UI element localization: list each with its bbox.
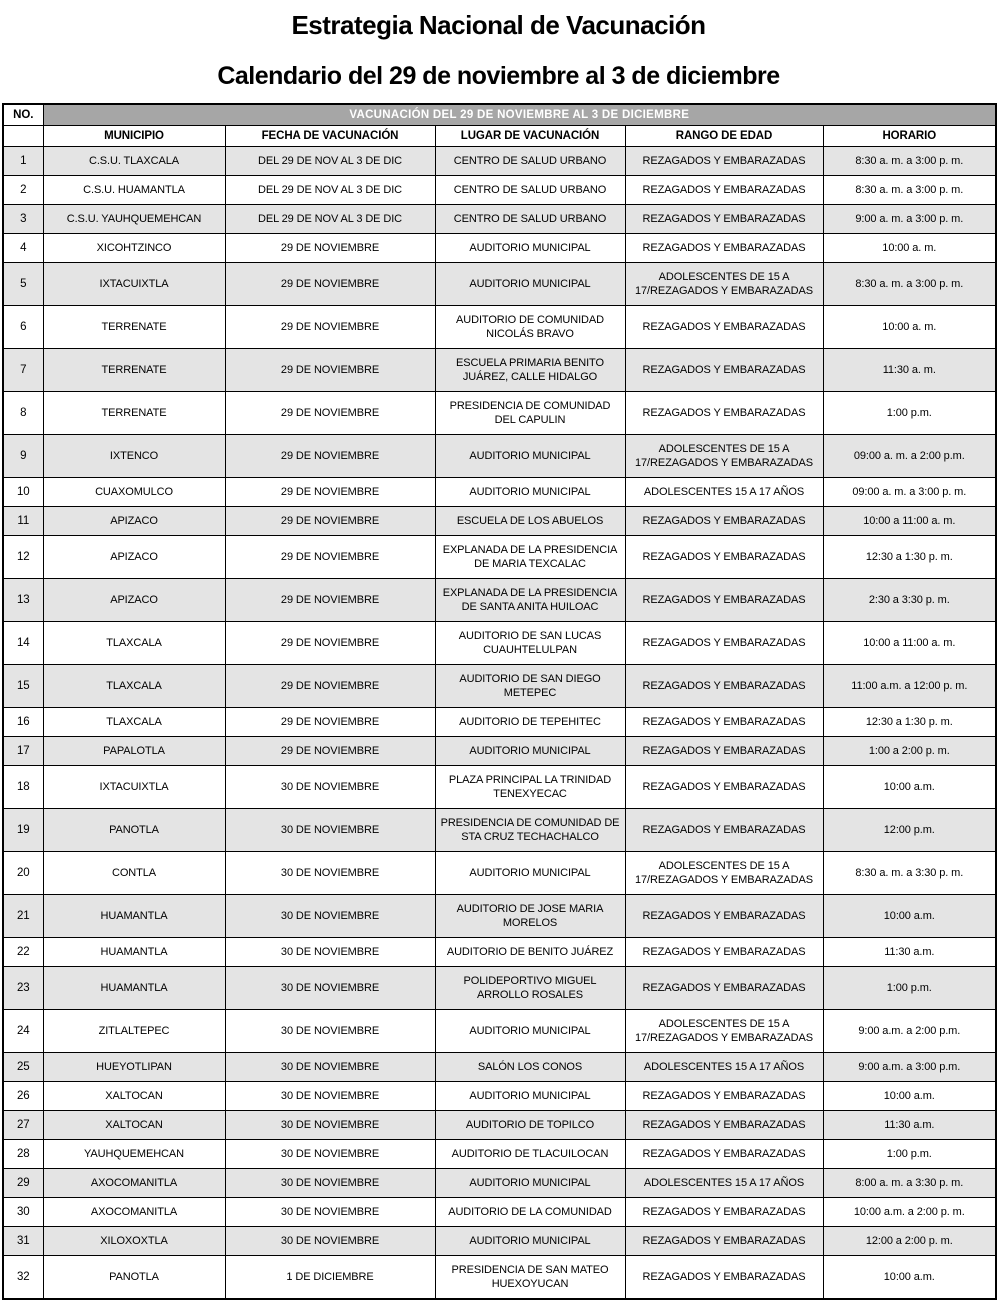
column-header-no: NO. [3, 104, 43, 126]
cell-lugar: AUDITORIO MUNICIPAL [435, 1010, 625, 1053]
cell-fecha: 30 DE NOVIEMBRE [225, 938, 435, 967]
cell-no: 29 [3, 1169, 43, 1198]
cell-rango: REZAGADOS Y EMBARAZADAS [625, 895, 823, 938]
cell-fecha: 29 DE NOVIEMBRE [225, 306, 435, 349]
cell-no: 8 [3, 392, 43, 435]
cell-rango: REZAGADOS Y EMBARAZADAS [625, 205, 823, 234]
cell-no: 9 [3, 435, 43, 478]
cell-lugar: PRESIDENCIA DE COMUNIDAD DE STA CRUZ TECHACHALCO [435, 809, 625, 852]
table-row [3, 1010, 996, 1053]
cell-fecha: 30 DE NOVIEMBRE [225, 1169, 435, 1198]
cell-no: 13 [3, 579, 43, 622]
table-banner: VACUNACIÓN DEL 29 DE NOVIEMBRE AL 3 DE DICIEMBRE [43, 104, 996, 126]
cell-horario: 8:30 a. m. a 3:00 p. m. [823, 147, 996, 176]
cell-rango: REZAGADOS Y EMBARAZADAS [625, 766, 823, 809]
cell-no: 20 [3, 852, 43, 895]
cell-rango: REZAGADOS Y EMBARAZADAS [625, 1256, 823, 1300]
column-header-rango: RANGO DE EDAD [625, 126, 823, 147]
table-row [3, 737, 996, 766]
cell-horario: 12:30 a 1:30 p. m. [823, 536, 996, 579]
cell-lugar: CENTRO DE SALUD URBANO [435, 176, 625, 205]
cell-no: 24 [3, 1010, 43, 1053]
cell-fecha: 30 DE NOVIEMBRE [225, 1140, 435, 1169]
cell-fecha: 30 DE NOVIEMBRE [225, 1010, 435, 1053]
cell-fecha: 29 DE NOVIEMBRE [225, 263, 435, 306]
cell-municipio: TLAXCALA [43, 665, 225, 708]
cell-fecha: DEL 29 DE NOV AL 3 DE DIC [225, 205, 435, 234]
cell-rango: REZAGADOS Y EMBARAZADAS [625, 1140, 823, 1169]
cell-rango: REZAGADOS Y EMBARAZADAS [625, 349, 823, 392]
cell-rango: REZAGADOS Y EMBARAZADAS [625, 708, 823, 737]
cell-lugar: AUDITORIO MUNICIPAL [435, 478, 625, 507]
cell-municipio: XALTOCAN [43, 1111, 225, 1140]
table-row [3, 708, 996, 737]
cell-no: 23 [3, 967, 43, 1010]
cell-fecha: 29 DE NOVIEMBRE [225, 234, 435, 263]
cell-lugar: PRESIDENCIA DE COMUNIDAD DEL CAPULIN [435, 392, 625, 435]
cell-fecha: 29 DE NOVIEMBRE [225, 507, 435, 536]
cell-no: 15 [3, 665, 43, 708]
cell-lugar: AUDITORIO DE COMUNIDAD NICOLÁS BRAVO [435, 306, 625, 349]
cell-lugar: ESCUELA PRIMARIA BENITO JUÁREZ, CALLE HIDALGO [435, 349, 625, 392]
cell-horario: 8:30 a. m. a 3:30 p. m. [823, 852, 996, 895]
cell-rango: REZAGADOS Y EMBARAZADAS [625, 1111, 823, 1140]
cell-rango: ADOLESCENTES 15 A 17 AÑOS [625, 1169, 823, 1198]
cell-horario: 1:00 a 2:00 p. m. [823, 737, 996, 766]
cell-municipio: IXTENCO [43, 435, 225, 478]
table-row [3, 1053, 996, 1082]
cell-rango: REZAGADOS Y EMBARAZADAS [625, 176, 823, 205]
cell-no: 14 [3, 622, 43, 665]
table-row [3, 1082, 996, 1111]
table-row [3, 176, 996, 205]
table-row [3, 306, 996, 349]
cell-municipio: PANOTLA [43, 1256, 225, 1300]
cell-lugar: EXPLANADA DE LA PRESIDENCIA DE MARIA TEXCALAC [435, 536, 625, 579]
cell-lugar: AUDITORIO MUNICIPAL [435, 234, 625, 263]
cell-municipio: AXOCOMANITLA [43, 1198, 225, 1227]
cell-municipio: XICOHTZINCO [43, 234, 225, 263]
cell-lugar: AUDITORIO DE JOSE MARIA MORELOS [435, 895, 625, 938]
column-header-lugar: LUGAR DE VACUNACIÓN [435, 126, 625, 147]
table-row [3, 392, 996, 435]
cell-horario: 11:00 a.m. a 12:00 p. m. [823, 665, 996, 708]
cell-lugar: AUDITORIO MUNICIPAL [435, 263, 625, 306]
cell-fecha: 30 DE NOVIEMBRE [225, 852, 435, 895]
cell-horario: 10:00 a.m. [823, 1256, 996, 1300]
table-row [3, 622, 996, 665]
cell-fecha: 30 DE NOVIEMBRE [225, 1227, 435, 1256]
cell-no: 25 [3, 1053, 43, 1082]
cell-lugar: AUDITORIO MUNICIPAL [435, 737, 625, 766]
cell-rango: REZAGADOS Y EMBARAZADAS [625, 967, 823, 1010]
cell-lugar: POLIDEPORTIVO MIGUEL ARROLLO ROSALES [435, 967, 625, 1010]
table-row [3, 234, 996, 263]
cell-no: 30 [3, 1198, 43, 1227]
column-header-municipio: MUNICIPIO [43, 126, 225, 147]
cell-municipio: ZITLALTEPEC [43, 1010, 225, 1053]
cell-horario: 2:30 a 3:30 p. m. [823, 579, 996, 622]
cell-no: 3 [3, 205, 43, 234]
cell-lugar: CENTRO DE SALUD URBANO [435, 147, 625, 176]
table-row [3, 205, 996, 234]
cell-municipio: AXOCOMANITLA [43, 1169, 225, 1198]
cell-lugar: ESCUELA DE LOS ABUELOS [435, 507, 625, 536]
cell-fecha: 1 DE DICIEMBRE [225, 1256, 435, 1300]
cell-fecha: DEL 29 DE NOV AL 3 DE DIC [225, 147, 435, 176]
cell-fecha: 29 DE NOVIEMBRE [225, 349, 435, 392]
table-row [3, 766, 996, 809]
table-row [3, 263, 996, 306]
cell-municipio: CONTLA [43, 852, 225, 895]
table-row [3, 809, 996, 852]
cell-no: 21 [3, 895, 43, 938]
table-row [3, 579, 996, 622]
cell-lugar: AUDITORIO MUNICIPAL [435, 435, 625, 478]
table-row [3, 1111, 996, 1140]
cell-horario: 9:00 a.m. a 3:00 p.m. [823, 1053, 996, 1082]
cell-municipio: HUEYOTLIPAN [43, 1053, 225, 1082]
cell-rango: REZAGADOS Y EMBARAZADAS [625, 1198, 823, 1227]
cell-lugar: SALÓN LOS CONOS [435, 1053, 625, 1082]
cell-fecha: 29 DE NOVIEMBRE [225, 536, 435, 579]
cell-horario: 8:30 a. m. a 3:00 p. m. [823, 263, 996, 306]
cell-lugar: PRESIDENCIA DE SAN MATEO HUEXOYUCAN [435, 1256, 625, 1300]
cell-horario: 11:30 a. m. [823, 349, 996, 392]
cell-lugar: AUDITORIO DE SAN LUCAS CUAUHTELULPAN [435, 622, 625, 665]
cell-horario: 10:00 a. m. [823, 306, 996, 349]
cell-horario: 09:00 a. m. a 3:00 p. m. [823, 478, 996, 507]
cell-lugar: AUDITORIO DE TEPEHITEC [435, 708, 625, 737]
cell-municipio: C.S.U. TLAXCALA [43, 147, 225, 176]
cell-fecha: 29 DE NOVIEMBRE [225, 665, 435, 708]
cell-fecha: 29 DE NOVIEMBRE [225, 435, 435, 478]
cell-rango: ADOLESCENTES 15 A 17 AÑOS [625, 478, 823, 507]
cell-fecha: DEL 29 DE NOV AL 3 DE DIC [225, 176, 435, 205]
cell-horario: 10:00 a.m. [823, 895, 996, 938]
cell-rango: REZAGADOS Y EMBARAZADAS [625, 234, 823, 263]
cell-no: 4 [3, 234, 43, 263]
cell-municipio: XILOXOXTLA [43, 1227, 225, 1256]
cell-lugar: AUDITORIO DE BENITO JUÁREZ [435, 938, 625, 967]
table-row [3, 967, 996, 1010]
cell-lugar: AUDITORIO MUNICIPAL [435, 1169, 625, 1198]
cell-fecha: 30 DE NOVIEMBRE [225, 1198, 435, 1227]
cell-no: 5 [3, 263, 43, 306]
cell-horario: 8:00 a. m. a 3:30 p. m. [823, 1169, 996, 1198]
cell-municipio: PANOTLA [43, 809, 225, 852]
cell-horario: 09:00 a. m. a 2:00 p.m. [823, 435, 996, 478]
cell-rango: ADOLESCENTES 15 A 17 AÑOS [625, 1053, 823, 1082]
cell-rango: ADOLESCENTES DE 15 A 17/REZAGADOS Y EMBARAZADAS [625, 852, 823, 895]
cell-no: 10 [3, 478, 43, 507]
cell-rango: REZAGADOS Y EMBARAZADAS [625, 1082, 823, 1111]
cell-municipio: PAPALOTLA [43, 737, 225, 766]
cell-rango: REZAGADOS Y EMBARAZADAS [625, 392, 823, 435]
cell-rango: REZAGADOS Y EMBARAZADAS [625, 306, 823, 349]
cell-horario: 8:30 a. m. a 3:00 p. m. [823, 176, 996, 205]
cell-lugar: AUDITORIO DE TLACUILOCAN [435, 1140, 625, 1169]
table-row [3, 1227, 996, 1256]
table-row [3, 349, 996, 392]
cell-horario: 1:00 p.m. [823, 967, 996, 1010]
table-column-header-row [3, 126, 996, 147]
table-row [3, 1256, 996, 1300]
cell-horario: 11:30 a.m. [823, 1111, 996, 1140]
cell-no: 16 [3, 708, 43, 737]
cell-fecha: 29 DE NOVIEMBRE [225, 478, 435, 507]
cell-municipio: IXTACUIXTLA [43, 766, 225, 809]
cell-rango: REZAGADOS Y EMBARAZADAS [625, 579, 823, 622]
cell-horario: 1:00 p.m. [823, 1140, 996, 1169]
cell-rango: REZAGADOS Y EMBARAZADAS [625, 507, 823, 536]
cell-no: 7 [3, 349, 43, 392]
cell-fecha: 30 DE NOVIEMBRE [225, 1111, 435, 1140]
table-row [3, 147, 996, 176]
table-row [3, 852, 996, 895]
cell-rango: REZAGADOS Y EMBARAZADAS [625, 665, 823, 708]
cell-lugar: PLAZA PRINCIPAL LA TRINIDAD TENEXYECAC [435, 766, 625, 809]
cell-no: 22 [3, 938, 43, 967]
cell-lugar: AUDITORIO MUNICIPAL [435, 1082, 625, 1111]
cell-fecha: 30 DE NOVIEMBRE [225, 895, 435, 938]
cell-municipio: APIZACO [43, 507, 225, 536]
cell-horario: 9:00 a. m. a 3:00 p. m. [823, 205, 996, 234]
table-row [3, 507, 996, 536]
cell-municipio: YAUHQUEMEHCAN [43, 1140, 225, 1169]
cell-fecha: 30 DE NOVIEMBRE [225, 1053, 435, 1082]
table-row [3, 938, 996, 967]
cell-no: 12 [3, 536, 43, 579]
cell-municipio: TLAXCALA [43, 708, 225, 737]
cell-no: 26 [3, 1082, 43, 1111]
cell-rango: REZAGADOS Y EMBARAZADAS [625, 938, 823, 967]
table-banner-row [3, 104, 996, 126]
cell-rango: REZAGADOS Y EMBARAZADAS [625, 809, 823, 852]
cell-no: 28 [3, 1140, 43, 1169]
cell-fecha: 30 DE NOVIEMBRE [225, 809, 435, 852]
cell-horario: 10:00 a.m. [823, 1082, 996, 1111]
cell-rango: REZAGADOS Y EMBARAZADAS [625, 737, 823, 766]
table-row [3, 895, 996, 938]
cell-no: 17 [3, 737, 43, 766]
cell-municipio: TLAXCALA [43, 622, 225, 665]
cell-municipio: XALTOCAN [43, 1082, 225, 1111]
cell-no: 2 [3, 176, 43, 205]
cell-fecha: 29 DE NOVIEMBRE [225, 737, 435, 766]
cell-rango: REZAGADOS Y EMBARAZADAS [625, 622, 823, 665]
cell-no: 27 [3, 1111, 43, 1140]
cell-horario: 12:00 p.m. [823, 809, 996, 852]
cell-rango: REZAGADOS Y EMBARAZADAS [625, 1227, 823, 1256]
cell-no: 11 [3, 507, 43, 536]
cell-municipio: TERRENATE [43, 392, 225, 435]
cell-municipio: HUAMANTLA [43, 895, 225, 938]
cell-no: 19 [3, 809, 43, 852]
cell-municipio: IXTACUIXTLA [43, 263, 225, 306]
cell-horario: 10:00 a 11:00 a. m. [823, 507, 996, 536]
cell-lugar: AUDITORIO MUNICIPAL [435, 852, 625, 895]
cell-rango: REZAGADOS Y EMBARAZADAS [625, 147, 823, 176]
table-row [3, 1169, 996, 1198]
cell-fecha: 29 DE NOVIEMBRE [225, 622, 435, 665]
cell-lugar: AUDITORIO DE TOPILCO [435, 1111, 625, 1140]
cell-horario: 1:00 p.m. [823, 392, 996, 435]
cell-horario: 12:00 a 2:00 p. m. [823, 1227, 996, 1256]
cell-rango: ADOLESCENTES DE 15 A 17/REZAGADOS Y EMBARAZADAS [625, 263, 823, 306]
cell-fecha: 30 DE NOVIEMBRE [225, 967, 435, 1010]
cell-rango: REZAGADOS Y EMBARAZADAS [625, 536, 823, 579]
table-row [3, 435, 996, 478]
column-header-horario: HORARIO [823, 126, 996, 147]
cell-municipio: APIZACO [43, 536, 225, 579]
cell-no: 1 [3, 147, 43, 176]
vaccination-schedule-table [2, 103, 997, 1300]
cell-horario: 10:00 a.m. [823, 766, 996, 809]
cell-municipio: HUAMANTLA [43, 938, 225, 967]
document-header [0, 10, 997, 91]
cell-fecha: 29 DE NOVIEMBRE [225, 708, 435, 737]
table-row [3, 478, 996, 507]
cell-horario: 10:00 a 11:00 a. m. [823, 622, 996, 665]
cell-fecha: 29 DE NOVIEMBRE [225, 392, 435, 435]
cell-horario: 10:00 a.m. a 2:00 p. m. [823, 1198, 996, 1227]
cell-municipio: TERRENATE [43, 306, 225, 349]
cell-municipio: HUAMANTLA [43, 967, 225, 1010]
page-title: Estrategia Nacional de Vacunación [291, 10, 706, 40]
table-row [3, 536, 996, 579]
cell-fecha: 29 DE NOVIEMBRE [225, 579, 435, 622]
cell-lugar: EXPLANADA DE LA PRESIDENCIA DE SANTA ANITA HUILOAC [435, 579, 625, 622]
cell-no: 18 [3, 766, 43, 809]
cell-lugar: AUDITORIO DE SAN DIEGO METEPEC [435, 665, 625, 708]
table-row [3, 665, 996, 708]
cell-no: 32 [3, 1256, 43, 1300]
column-header-fecha: FECHA DE VACUNACIÓN [225, 126, 435, 147]
cell-municipio: APIZACO [43, 579, 225, 622]
page-subtitle: Calendario del 29 de noviembre al 3 de diciembre [217, 62, 780, 90]
table-body [3, 147, 996, 1300]
table-row [3, 1198, 996, 1227]
cell-municipio: TERRENATE [43, 349, 225, 392]
cell-lugar: AUDITORIO DE LA COMUNIDAD [435, 1198, 625, 1227]
cell-fecha: 30 DE NOVIEMBRE [225, 1082, 435, 1111]
cell-no: 31 [3, 1227, 43, 1256]
table-row [3, 1140, 996, 1169]
cell-lugar: AUDITORIO MUNICIPAL [435, 1227, 625, 1256]
column-header-blank [3, 126, 43, 147]
cell-horario: 10:00 a. m. [823, 234, 996, 263]
cell-no: 6 [3, 306, 43, 349]
cell-municipio: CUAXOMULCO [43, 478, 225, 507]
cell-horario: 12:30 a 1:30 p. m. [823, 708, 996, 737]
cell-horario: 11:30 a.m. [823, 938, 996, 967]
cell-rango: ADOLESCENTES DE 15 A 17/REZAGADOS Y EMBARAZADAS [625, 435, 823, 478]
cell-horario: 9:00 a.m. a 2:00 p.m. [823, 1010, 996, 1053]
cell-fecha: 30 DE NOVIEMBRE [225, 766, 435, 809]
cell-municipio: C.S.U. HUAMANTLA [43, 176, 225, 205]
cell-rango: ADOLESCENTES DE 15 A 17/REZAGADOS Y EMBARAZADAS [625, 1010, 823, 1053]
cell-municipio: C.S.U. YAUHQUEMEHCAN [43, 205, 225, 234]
cell-lugar: CENTRO DE SALUD URBANO [435, 205, 625, 234]
